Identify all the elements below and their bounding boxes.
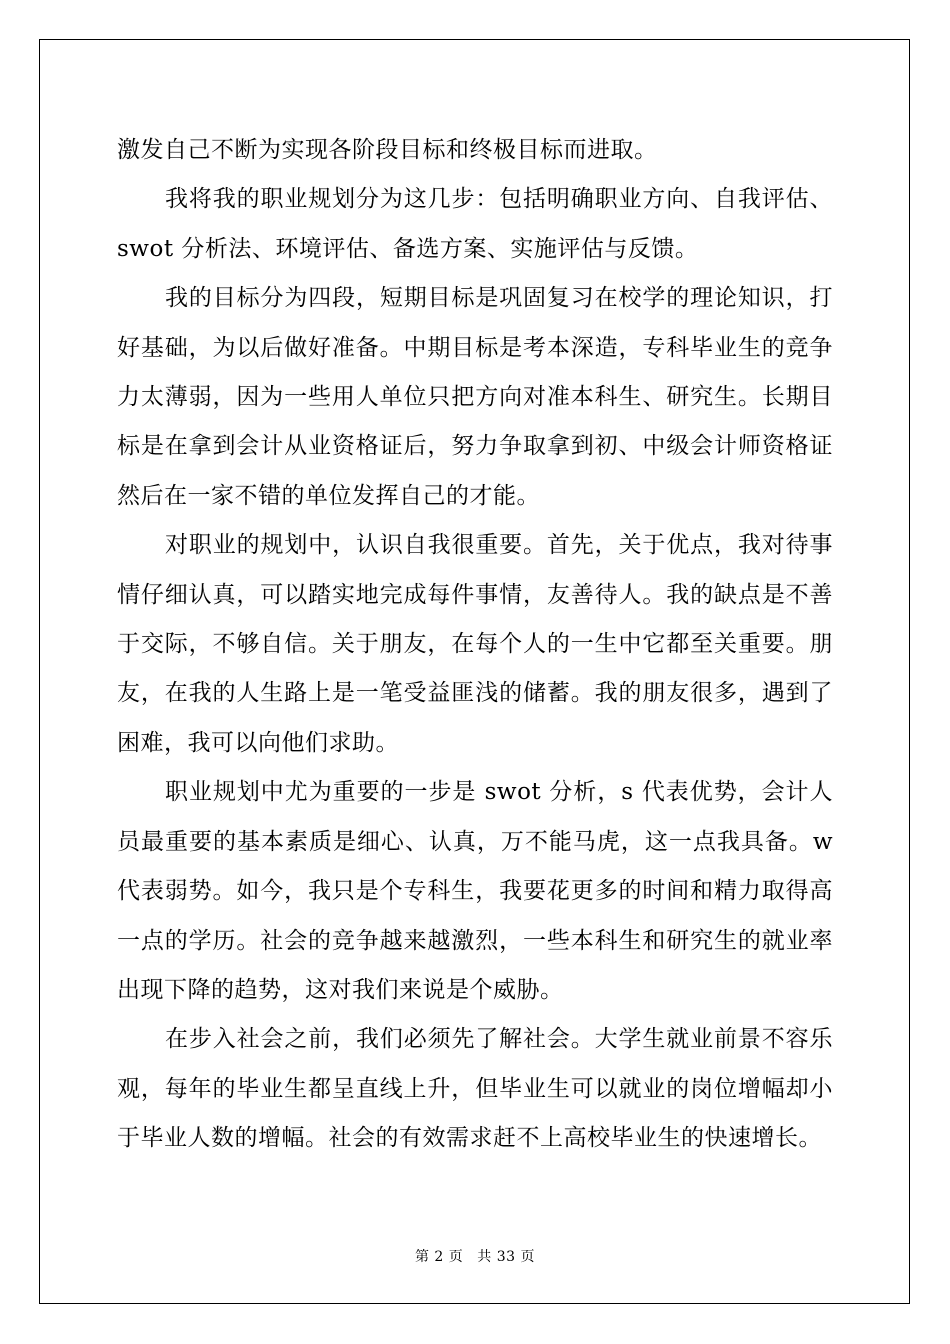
paragraph-4: 对职业的规划中，认识自我很重要。首先，关于优点，我对待事情仔细认真，可以踏实地完成每件事情，友善待人。我的缺点是不善于交际，不够自信。关于朋友，在每个人的一生中它都至关重要。朋友，在我的人生路上是一笔受益匪浅的储蓄。我的朋友很多，遇到了困难，我可以向他们求助。 (117, 532, 833, 756)
document-body (117, 126, 833, 1164)
paragraph-2: 我将我的职业规划分为这几步：包括明确职业方向、自我评估、swot 分析法、环境评估、备选方案、实施评估与反馈。 (117, 186, 833, 262)
page-total: 共 33 页 (477, 1249, 536, 1265)
page-number: 第 2 页 (414, 1249, 464, 1265)
paragraph-1: 激发自己不断为实现各阶段目标和终极目标而进取。 (117, 137, 658, 163)
paragraph-5: 职业规划中尤为重要的一步是 swot 分析，s 代表优势，会计人员最重要的基本素质是细心、认真，万不能马虎，这一点我具备。w 代表弱势。如今，我只是个专科生，我要花更多的时间和精力取得高一点的学历。社会的竞争越来越激烈，一些本科生和研究生的就业率出现下降的趋势，这对我们来说是个威胁。 (117, 779, 833, 1003)
paragraph-3: 我的目标分为四段，短期目标是巩固复习在校学的理论知识，打好基础，为以后做好准备。中期目标是考本深造，专科毕业生的竞争力太薄弱，因为一些用人单位只把方向对准本科生、研究生。长期目标是在拿到会计从业资格证后，努力争取拿到初、中级会计师资格证然后在一家不错的单位发挥自己的才能。 (117, 285, 833, 509)
page-footer (0, 1246, 950, 1266)
paragraph-6: 在步入社会之前，我们必须先了解社会。大学生就业前景不容乐观，每年的毕业生都呈直线上升，但毕业生可以就业的岗位增幅却小于毕业人数的增幅。社会的有效需求赶不上高校毕业生的快速增长。 (117, 1026, 833, 1152)
